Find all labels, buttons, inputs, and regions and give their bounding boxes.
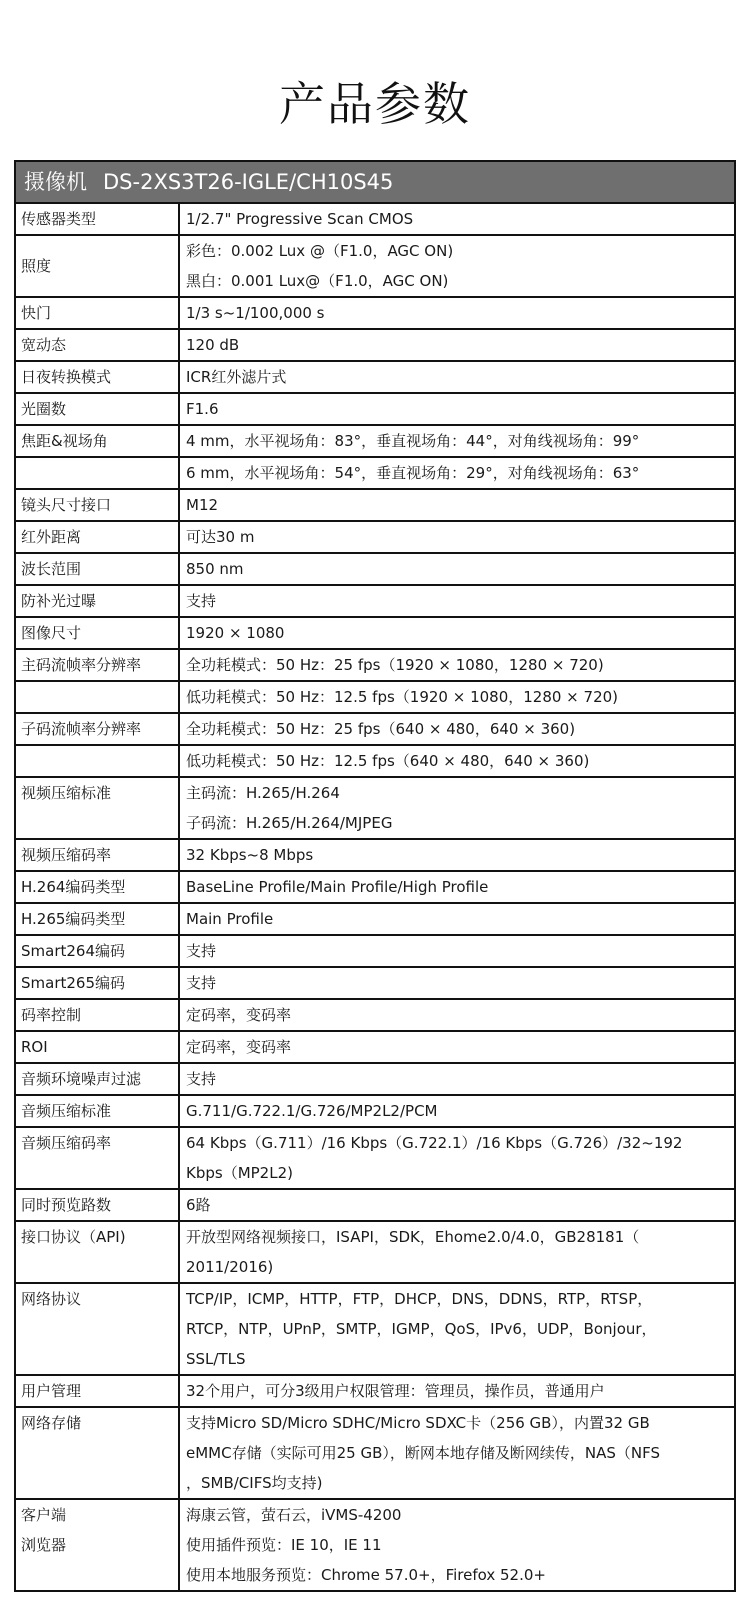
spec-row xyxy=(16,1096,734,1128)
spec-label xyxy=(16,586,180,616)
spec-label xyxy=(16,522,180,552)
spec-value xyxy=(180,362,734,392)
spec-label-text: 红外距离 xyxy=(21,528,82,546)
spec-value xyxy=(180,1096,734,1126)
spec-label xyxy=(16,618,180,648)
spec-row xyxy=(16,936,734,968)
spec-label-text: 网络协议 xyxy=(21,1290,82,1308)
spec-value xyxy=(180,586,734,616)
spec-value xyxy=(180,1222,734,1282)
spec-label xyxy=(16,1190,180,1220)
spec-label xyxy=(16,936,180,966)
spec-value-line: 支持Micro SD/Micro SDHC/Micro SDXC卡（256 GB），内置32 GB xyxy=(186,1414,650,1432)
spec-label xyxy=(16,968,180,998)
spec-label xyxy=(16,1408,180,1498)
spec-label xyxy=(16,1222,180,1282)
spec-label-text: 同时预览路数 xyxy=(21,1196,112,1214)
spec-row xyxy=(16,298,734,330)
spec-label-text: Smart265编码 xyxy=(21,974,126,992)
spec-row xyxy=(16,714,734,746)
spec-label-text: 防补光过曝 xyxy=(21,592,97,610)
spec-label xyxy=(16,746,180,776)
spec-value-line: ICR红外滤片式 xyxy=(186,368,287,386)
spec-row xyxy=(16,904,734,936)
spec-row xyxy=(16,746,734,778)
spec-label xyxy=(16,904,180,934)
spec-value-line: 1/2.7" Progressive Scan CMOS xyxy=(186,210,414,228)
spec-label-text: H.264编码类型 xyxy=(21,878,126,896)
spec-value xyxy=(180,650,734,680)
spec-value xyxy=(180,236,734,296)
spec-label xyxy=(16,490,180,520)
product-model: DS-2XS3T26-IGLE/CH10S45 xyxy=(103,170,394,194)
spec-label xyxy=(16,236,180,296)
spec-value-line: 低功耗模式：50 Hz：12.5 fps（1920 × 1080，1280 × 720) xyxy=(186,688,619,706)
spec-row xyxy=(16,362,734,394)
spec-value xyxy=(180,1064,734,1094)
spec-value-line: 开放型网络视频接口，ISAPI，SDK，Ehome2.0/4.0，GB28181（ xyxy=(186,1228,640,1246)
spec-label xyxy=(16,840,180,870)
spec-table xyxy=(14,160,736,1592)
spec-label xyxy=(16,1096,180,1126)
spec-value xyxy=(180,872,734,902)
spec-value xyxy=(180,618,734,648)
spec-value xyxy=(180,394,734,424)
spec-label-text: Smart264编码 xyxy=(21,942,126,960)
spec-label-text: 视频压缩码率 xyxy=(21,846,112,864)
spec-value-line: SSL/TLS xyxy=(186,1350,246,1368)
spec-row xyxy=(16,650,734,682)
spec-value-line: RTCP，NTP，UPnP，SMTP，IGMP，QoS，IPv6，UDP，Bonjour， xyxy=(186,1320,657,1338)
spec-label-text: 客户端 xyxy=(21,1506,67,1524)
spec-value xyxy=(180,746,734,776)
spec-value-line: 低功耗模式：50 Hz：12.5 fps（640 × 480，640 × 360) xyxy=(186,752,590,770)
spec-label xyxy=(16,1500,180,1590)
spec-label-text: 图像尺寸 xyxy=(21,624,82,642)
spec-row xyxy=(16,872,734,904)
spec-value xyxy=(180,936,734,966)
spec-value-line: eMMC存储（实际可用25 GB），断网本地存储及断网续传，NAS（NFS xyxy=(186,1444,660,1462)
spec-row xyxy=(16,490,734,522)
spec-row xyxy=(16,1000,734,1032)
spec-row xyxy=(16,1222,734,1284)
spec-row xyxy=(16,682,734,714)
spec-label xyxy=(16,714,180,744)
product-category: 摄像机 xyxy=(24,170,87,194)
spec-label-text: 焦距&视场角 xyxy=(21,432,108,450)
spec-label xyxy=(16,1128,180,1188)
spec-value-line: 彩色：0.002 Lux @（F1.0，AGC ON) xyxy=(186,242,454,260)
spec-label-text: 子码流帧率分辨率 xyxy=(21,720,142,738)
spec-label-text: 快门 xyxy=(21,304,52,322)
spec-label xyxy=(16,330,180,360)
spec-label xyxy=(16,458,180,488)
spec-label xyxy=(16,1064,180,1094)
spec-value xyxy=(180,682,734,712)
spec-value xyxy=(180,426,734,456)
spec-row xyxy=(16,204,734,236)
spec-value-line: M12 xyxy=(186,496,219,514)
spec-value xyxy=(180,490,734,520)
spec-value-line: 32个用户，可分3级用户权限管理：管理员，操作员，普通用户 xyxy=(186,1382,605,1400)
spec-row xyxy=(16,554,734,586)
spec-label xyxy=(16,650,180,680)
spec-row xyxy=(16,426,734,458)
spec-value-line: 32 Kbps~8 Mbps xyxy=(186,846,314,864)
spec-label xyxy=(16,682,180,712)
spec-label-text: 视频压缩标准 xyxy=(21,784,112,802)
spec-label-text: 浏览器 xyxy=(21,1536,67,1554)
spec-label-text: 主码流帧率分辨率 xyxy=(21,656,142,674)
spec-row xyxy=(16,394,734,426)
spec-value xyxy=(180,522,734,552)
spec-row xyxy=(16,1032,734,1064)
spec-value-line: 1/3 s~1/100,000 s xyxy=(186,304,325,322)
spec-value-line: 64 Kbps（G.711）/16 Kbps（G.722.1）/16 Kbps（G.726）/32~192 xyxy=(186,1134,683,1152)
spec-row xyxy=(16,1064,734,1096)
spec-value-line: TCP/IP，ICMP，HTTP，FTP，DHCP，DNS，DDNS，RTP，RTSP， xyxy=(186,1290,653,1308)
spec-label xyxy=(16,298,180,328)
spec-value-line: 2011/2016) xyxy=(186,1258,274,1276)
spec-label-text: 用户管理 xyxy=(21,1382,82,1400)
spec-label xyxy=(16,1032,180,1062)
spec-value-line: 120 dB xyxy=(186,336,240,354)
spec-label-text: 日夜转换模式 xyxy=(21,368,112,386)
spec-value xyxy=(180,1376,734,1406)
spec-label xyxy=(16,778,180,838)
spec-value-line: ，SMB/CIFS均支持) xyxy=(186,1474,323,1492)
spec-label-text: 宽动态 xyxy=(21,336,67,354)
spec-label xyxy=(16,426,180,456)
spec-label xyxy=(16,394,180,424)
spec-row xyxy=(16,1500,734,1590)
spec-label-text: ROI xyxy=(21,1038,48,1056)
spec-label xyxy=(16,872,180,902)
spec-row xyxy=(16,330,734,362)
spec-label xyxy=(16,1000,180,1030)
spec-value-line: BaseLine Profile/Main Profile/High Profile xyxy=(186,878,489,896)
spec-value xyxy=(180,1128,734,1188)
spec-value xyxy=(180,1408,734,1498)
spec-label-text: 网络存储 xyxy=(21,1414,82,1432)
spec-value xyxy=(180,1000,734,1030)
spec-value-line: 6 mm，水平视场角：54°，垂直视场角：29°，对角线视场角：63° xyxy=(186,464,640,482)
spec-row xyxy=(16,1376,734,1408)
spec-label-text: 传感器类型 xyxy=(21,210,97,228)
spec-label-text: 光圈数 xyxy=(21,400,67,418)
spec-value-line: 子码流：H.265/H.264/MJPEG xyxy=(186,814,393,832)
spec-label-text: 波长范围 xyxy=(21,560,82,578)
spec-value-line: 黑白：0.001 Lux@（F1.0，AGC ON) xyxy=(186,272,449,290)
spec-value xyxy=(180,778,734,838)
spec-row xyxy=(16,522,734,554)
spec-row xyxy=(16,778,734,840)
spec-label xyxy=(16,1284,180,1374)
spec-row xyxy=(16,1408,734,1500)
spec-rows xyxy=(16,204,734,1590)
spec-value-line: 850 nm xyxy=(186,560,244,578)
spec-value xyxy=(180,1032,734,1062)
spec-value-line: G.711/G.722.1/G.726/MP2L2/PCM xyxy=(186,1102,438,1120)
spec-value-line: 支持 xyxy=(186,942,217,960)
spec-label-text: 音频压缩标准 xyxy=(21,1102,112,1120)
spec-value-line: Main Profile xyxy=(186,910,274,928)
spec-value-line: 1920 × 1080 xyxy=(186,624,285,642)
spec-value-line: 可达30 m xyxy=(186,528,255,546)
spec-value-line: 海康云管，萤石云，iVMS-4200 xyxy=(186,1506,402,1524)
spec-label xyxy=(16,362,180,392)
spec-label-text: 码率控制 xyxy=(21,1006,82,1024)
spec-label-text: 镜头尺寸接口 xyxy=(21,496,112,514)
spec-label-text: 音频环境噪声过滤 xyxy=(21,1070,142,1088)
spec-value-line: 全功耗模式：50 Hz：25 fps（640 × 480，640 × 360) xyxy=(186,720,576,738)
spec-value xyxy=(180,1500,734,1590)
spec-label-text: 接口协议（API) xyxy=(21,1228,126,1246)
spec-value-line: Kbps（MP2L2) xyxy=(186,1164,293,1182)
spec-row xyxy=(16,618,734,650)
spec-label-text: H.265编码类型 xyxy=(21,910,126,928)
spec-value xyxy=(180,554,734,584)
spec-label xyxy=(16,1376,180,1406)
spec-value-line: 6路 xyxy=(186,1196,211,1214)
spec-value xyxy=(180,458,734,488)
spec-value-line: 支持 xyxy=(186,974,217,992)
spec-row xyxy=(16,236,734,298)
spec-row xyxy=(16,1284,734,1376)
spec-value-line: 定码率，变码率 xyxy=(186,1006,292,1024)
spec-value xyxy=(180,840,734,870)
spec-value-line: F1.6 xyxy=(186,400,219,418)
spec-row xyxy=(16,968,734,1000)
spec-row xyxy=(16,840,734,872)
spec-label xyxy=(16,554,180,584)
spec-value xyxy=(180,1190,734,1220)
spec-value xyxy=(180,968,734,998)
spec-label xyxy=(16,204,180,234)
spec-label-text: 音频压缩码率 xyxy=(21,1134,112,1152)
spec-row xyxy=(16,1128,734,1190)
spec-value xyxy=(180,904,734,934)
spec-value xyxy=(180,714,734,744)
spec-value xyxy=(180,298,734,328)
spec-value xyxy=(180,204,734,234)
spec-row xyxy=(16,1190,734,1222)
spec-value-line: 4 mm，水平视场角：83°，垂直视场角：44°，对角线视场角：99° xyxy=(186,432,640,450)
spec-table-header xyxy=(16,162,734,204)
spec-value-line: 全功耗模式：50 Hz：25 fps（1920 × 1080，1280 × 720) xyxy=(186,656,604,674)
spec-value-line: 使用插件预览：IE 10，IE 11 xyxy=(186,1536,382,1554)
spec-value-line: 定码率，变码率 xyxy=(186,1038,292,1056)
spec-value xyxy=(180,1284,734,1374)
spec-value-line: 支持 xyxy=(186,592,217,610)
spec-value-line: 主码流：H.265/H.264 xyxy=(186,784,340,802)
spec-value xyxy=(180,330,734,360)
spec-label-text: 照度 xyxy=(21,257,52,275)
spec-value-line: 使用本地服务预览：Chrome 57.0+，Firefox 52.0+ xyxy=(186,1566,546,1584)
spec-value-line: 支持 xyxy=(186,1070,217,1088)
spec-row xyxy=(16,586,734,618)
page-title: 产品参数 xyxy=(279,77,471,131)
spec-row xyxy=(16,458,734,490)
